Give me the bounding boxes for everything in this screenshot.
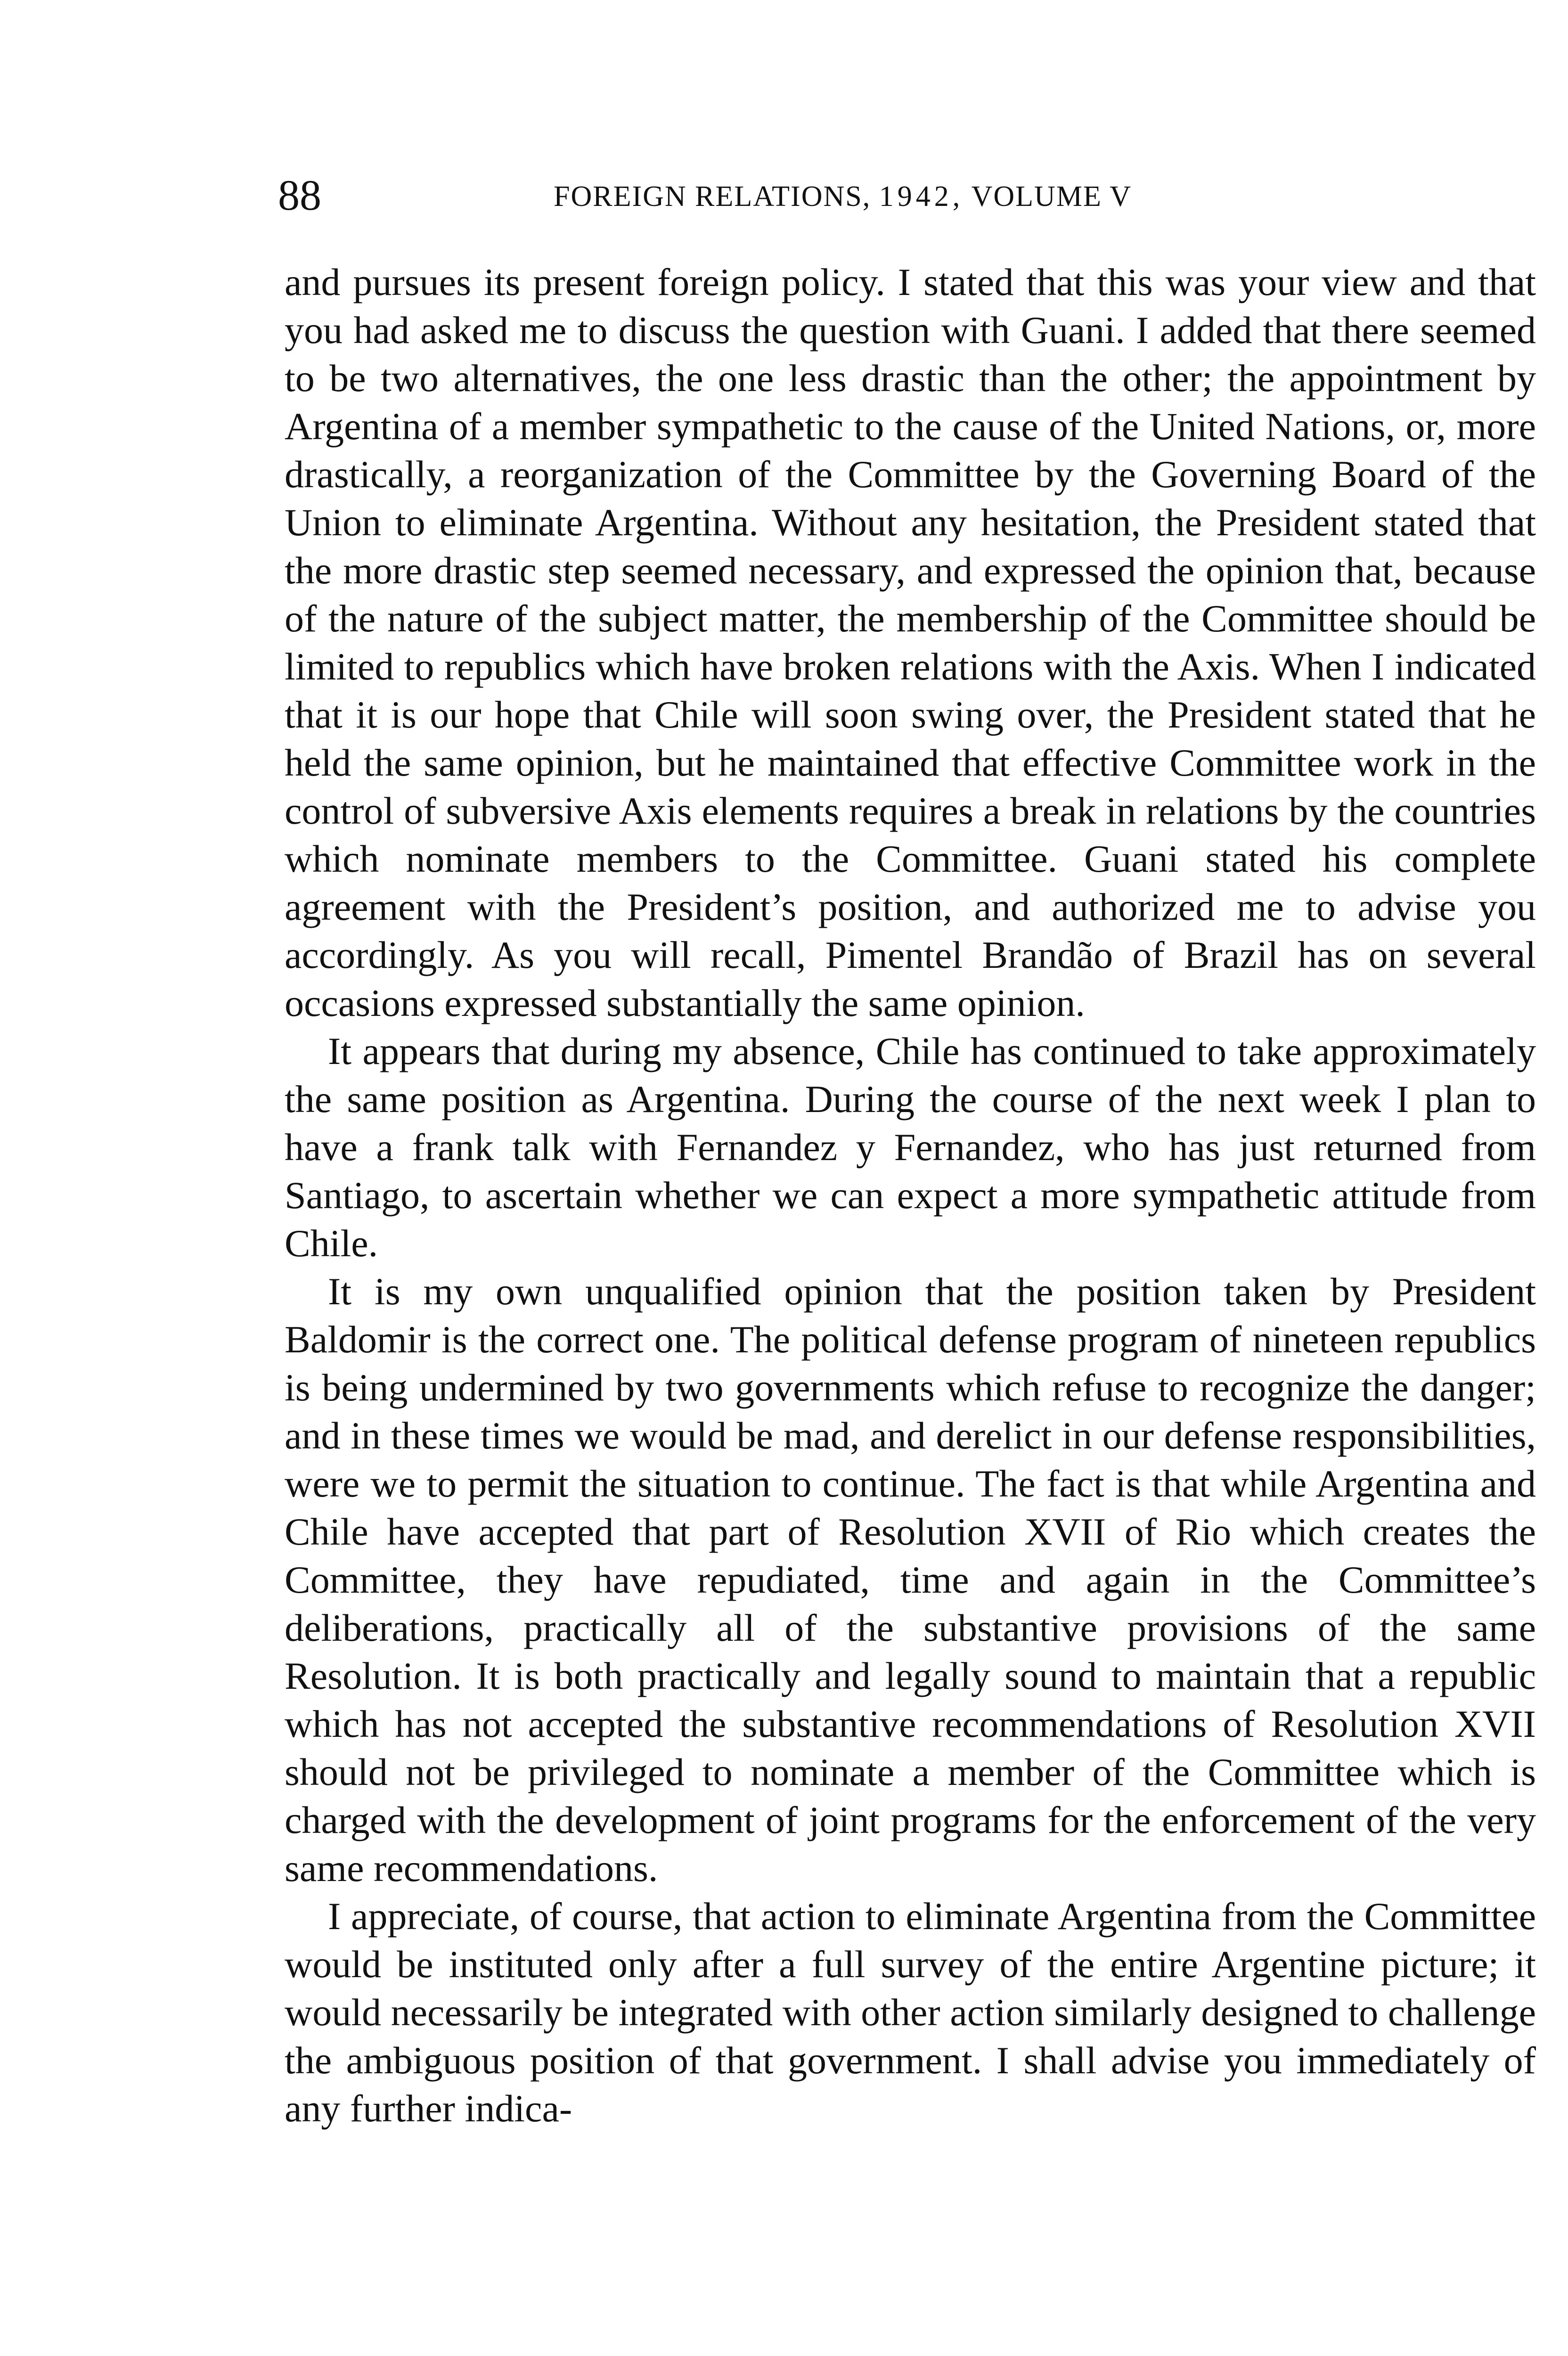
paragraph-chile-position: It appears that during my absence, Chile has continued to take approximately the same position as Argentina. During the course of the next week I plan to have a frank talk with Fernandez y Fernandez, who has just returned from Santiago, to ascertain whether we can expect a more sympathetic attitude from Chile. <box>285 1030 1536 1265</box>
running-head-year: 1942, <box>879 180 964 213</box>
page-number: 88 <box>278 171 321 219</box>
running-head-title: FOREIGN RELATIONS, <box>554 180 871 213</box>
paragraph-opinion: It is my own unqualified opinion that the position taken by President Baldomir is the correct one. The political defense program of nineteen republics is being undermined by two governments which refuse to recognize the danger; and in these times we would be mad, and derelict in our defense responsibilities, were we to permit the situation to continue. The fact is that while Argentina and Chile have accepted that part of Resolution XVII of Rio which creates the Committee, they have repudiated, time and again in the Committee’s deliberations, practically all of the substantive provisions of the same Resolution. It is both practically and legally sound to maintain that a republic which has not accepted the substantive recommendations of Resolution XVII should not be privileged to nominate a member of the Committee which is charged with the development of joint programs for the enforcement of the very same recommendations. <box>285 1270 1536 1890</box>
running-head <box>554 182 1132 211</box>
paragraph-closing: I appreciate, of course, that action to eliminate Argentina from the Committee would be instituted only after a full survey of the entire Argentine picture; it would necessarily be integrated with other action similarly designed to challenge the ambiguous position of that government. I shall advise you immediately of any further indica- <box>285 1895 1536 2130</box>
running-head-volume: VOLUME V <box>971 180 1132 213</box>
paragraph-continuation: and pursues its present foreign policy. I stated that this was your view and that you had asked me to discuss the question with Guani. I added that there seemed to be two alternatives, the one less drastic than the other; the appointment by Argentina of a member sympathetic to the cause of the United Nations, or, more drastically, a reorganization of the Committee by the Governing Board of the Union to eliminate Argentina. Without any hesitation, the President stated that the more drastic step seemed necessary, and expressed the opinion that, because of the nature of the subject matter, the membership of the Committee should be limited to republics which have broken relations with the Axis. When I indicated that it is our hope that Chile will soon swing over, the President stated that he held the same opinion, but he maintained that effective Committee work in the control of subversive Axis elements requires a break in relations by the countries which nominate members to the Committee. Guani stated his complete agreement with the President’s position, and authorized me to advise you accordingly. As you will recall, Pimentel Brandão of Brazil has on several occasions expressed substantially the same opinion. <box>285 261 1536 1024</box>
body-text <box>285 258 1536 2133</box>
